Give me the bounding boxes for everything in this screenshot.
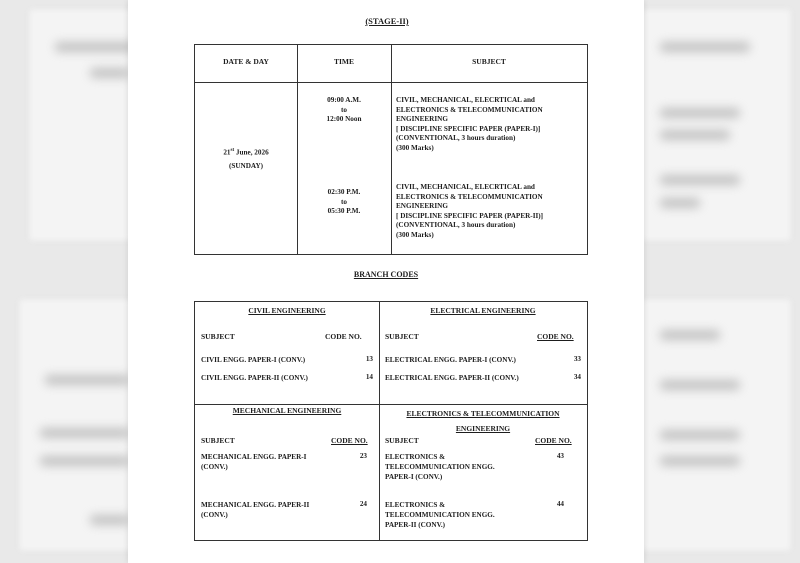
subject-line: ELECTRONICS & TELECOMMUNICATION — [396, 192, 543, 201]
mechanical-heading: MECHANICAL ENGINEERING — [232, 406, 342, 415]
header-date-day: DATE & DAY — [223, 57, 269, 66]
electrical-heading: ELECTRICAL ENGINEERING — [430, 306, 536, 315]
subject-line: (CONV.) — [201, 463, 228, 471]
subject-line: PAPER-II (CONV.) — [385, 521, 446, 529]
subject-line: [ DISCIPLINE SPECIFIC PAPER (PAPER-I)] — [396, 124, 541, 133]
session-1-subject — [396, 96, 586, 154]
subject-line: (CONVENTIONAL, 3 hours duration) — [396, 134, 516, 143]
civil-subject-label: SUBJECT — [201, 332, 235, 341]
subject-line: ELECTRONICS & — [385, 501, 446, 509]
civil-code-label: CODE NO. — [325, 332, 362, 341]
heading-line: ELECTRONICS & TELECOMMUNICATION — [406, 409, 560, 418]
electronics-row-2-code: 44 — [556, 500, 564, 508]
mechanical-row-2-code: 24 — [359, 500, 367, 508]
header-time: TIME — [333, 57, 354, 66]
exam-weekday: (SUNDAY) — [228, 161, 264, 170]
schedule-table — [194, 44, 588, 255]
mechanical-code-label: CODE NO. — [331, 436, 368, 445]
session-1-to: to — [341, 105, 347, 114]
civil-heading: CIVIL ENGINEERING — [248, 306, 326, 315]
electronics-row-2-subject — [385, 500, 495, 530]
subject-line: [ DISCIPLINE SPECIFIC PAPER (PAPER-II)] — [396, 211, 544, 220]
stage-title: (STAGE-II) — [365, 16, 409, 26]
session-2-to: to — [341, 197, 347, 206]
civil-row-2-code: 14 — [365, 373, 373, 381]
subject-line: (300 Marks) — [396, 230, 434, 239]
civil-row-1-code: 13 — [365, 355, 373, 363]
exam-date — [195, 146, 297, 172]
subject-line: ELECTRONICS & — [385, 453, 446, 461]
session-1-end: 12:00 Noon — [326, 115, 362, 124]
document-page — [128, 0, 644, 563]
electronics-subject-label: SUBJECT — [385, 436, 419, 445]
electronics-heading — [379, 406, 587, 436]
subject-line: PAPER-I (CONV.) — [385, 473, 443, 481]
mechanical-row-1-subject — [201, 452, 306, 472]
session-2-start: 02:30 P.M. — [327, 188, 361, 196]
electrical-row-2-code: 34 — [573, 373, 581, 381]
subject-line: MECHANICAL ENGG. PAPER-I — [201, 453, 307, 461]
date-day-suffix: st — [230, 148, 235, 153]
subject-line: TELECOMMUNICATION ENGG. — [385, 511, 495, 519]
civil-row-2-subject: CIVIL ENGG. PAPER-II (CONV.) — [201, 374, 308, 382]
electronics-row-1-subject — [385, 452, 495, 482]
subject-line: ELECTRONICS & TELECOMMUNICATION — [396, 105, 543, 114]
heading-line: ENGINEERING — [455, 424, 511, 433]
subject-line: ENGINEERING — [396, 202, 448, 211]
subject-line: CIVIL, MECHANICAL, ELECRTICAL and — [396, 96, 535, 104]
subject-line: (CONVENTIONAL, 3 hours duration) — [396, 221, 516, 230]
session-2-time — [297, 188, 391, 217]
electrical-row-1-code: 33 — [573, 355, 581, 363]
subject-line: TELECOMMUNICATION ENGG. — [385, 463, 495, 471]
header-subject: SUBJECT — [472, 57, 506, 66]
date-day-number: 21 — [223, 148, 231, 157]
subject-line: CIVIL, MECHANICAL, ELECRTICAL and — [396, 183, 535, 191]
session-1-start: 09:00 A.M. — [327, 96, 361, 104]
subject-line: ENGINEERING — [396, 115, 448, 124]
mechanical-row-2-subject — [201, 500, 309, 520]
session-2-end: 05:30 P.M. — [327, 207, 361, 216]
mechanical-subject-label: SUBJECT — [201, 436, 235, 445]
subject-line: (300 Marks) — [396, 143, 434, 152]
mechanical-row-1-code: 23 — [359, 452, 367, 460]
subject-line: MECHANICAL ENGG. PAPER-II — [201, 501, 310, 509]
electrical-subject-label: SUBJECT — [385, 332, 419, 341]
electronics-row-1-code: 43 — [556, 452, 564, 460]
electrical-row-2-subject: ELECTRICAL ENGG. PAPER-II (CONV.) — [385, 374, 519, 382]
session-2-subject — [396, 183, 586, 241]
date-month-year: June, 2026 — [234, 148, 269, 157]
civil-row-1-subject: CIVIL ENGG. PAPER-I (CONV.) — [201, 356, 306, 364]
electronics-code-label: CODE NO. — [535, 436, 572, 445]
electrical-row-1-subject: ELECTRICAL ENGG. PAPER-I (CONV.) — [385, 356, 516, 364]
subject-line: (CONV.) — [201, 511, 228, 519]
branch-codes-table — [194, 301, 588, 541]
session-1-time — [297, 96, 391, 125]
branch-codes-title: BRANCH CODES — [353, 270, 419, 279]
electrical-code-label: CODE NO. — [537, 332, 574, 341]
